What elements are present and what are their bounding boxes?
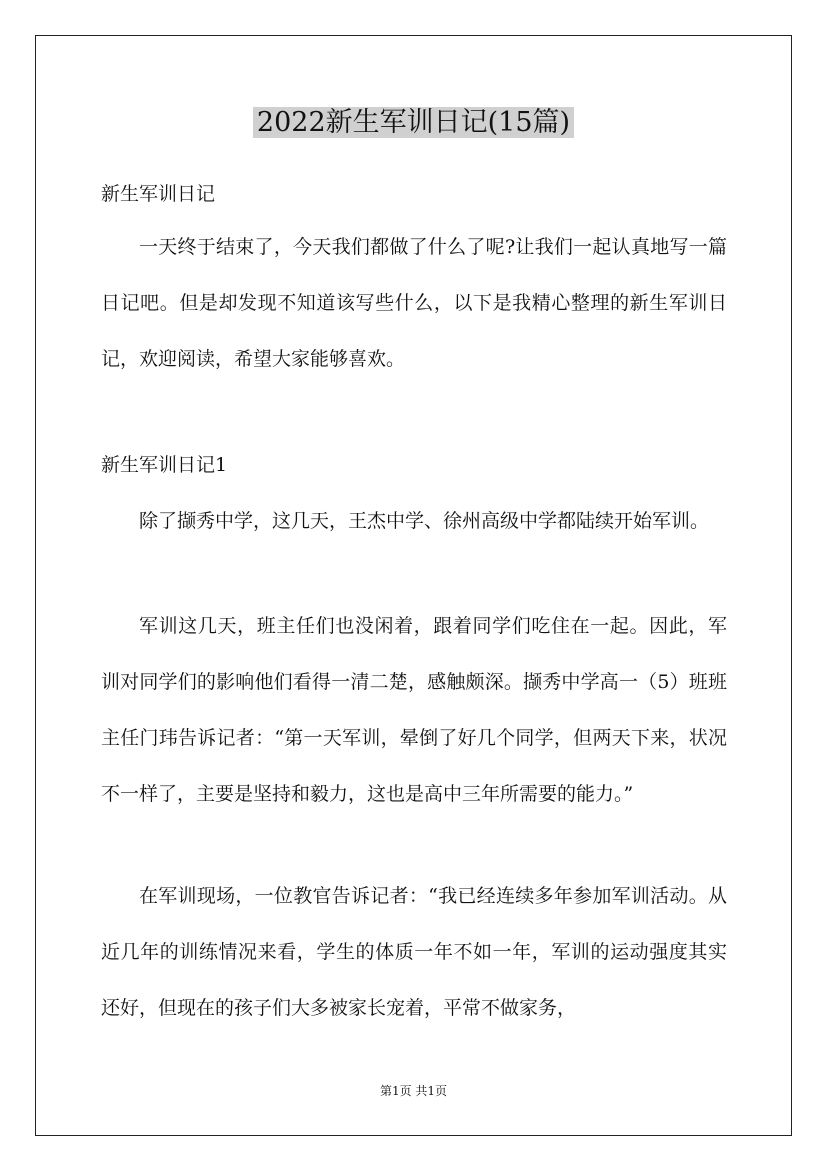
document-title: [0, 104, 827, 142]
entry1-paragraph-1: 除了撷秀中学，这几天，王杰中学、徐州高级中学都陆续开始军训。: [139, 510, 710, 532]
entry1-paragraph-3: 在军训现场，一位教官告诉记者：“我已经连续多年参加军训活动。从近几年的训练情况来看，学生的体质一年不如一年，军训的运动强度其实还好，但现在的孩子们大多被家长宠着，平常不做家务，: [101, 885, 727, 1019]
intro-heading: 新生军训日记: [101, 183, 216, 205]
entry1-paragraph-2: 军训这几天，班主任们也没闲着，跟着同学们吃住在一起。因此，军训对同学们的影响他们看得一清二楚，感触颇深。撷秀中学高一（5）班班主任门玮告诉记者：“第一天军训，晕倒了好几个同学，但两天下来，状况不一样了，主要是坚持和毅力，这也是高中三年所需要的能力。”: [101, 615, 727, 805]
document-title-text: 2022新生军训日记(15篇): [253, 107, 574, 138]
entry1-heading: 新生军训日记1: [101, 454, 228, 476]
page-footer: 第1页 共1页: [379, 1084, 448, 1098]
intro-paragraph: 一天终于结束了，今天我们都做了什么了呢?让我们一起认真地写一篇日记吧。但是却发现不知道该写些什么，以下是我精心整理的新生军训日记，欢迎阅读，希望大家能够喜欢。: [101, 236, 727, 370]
